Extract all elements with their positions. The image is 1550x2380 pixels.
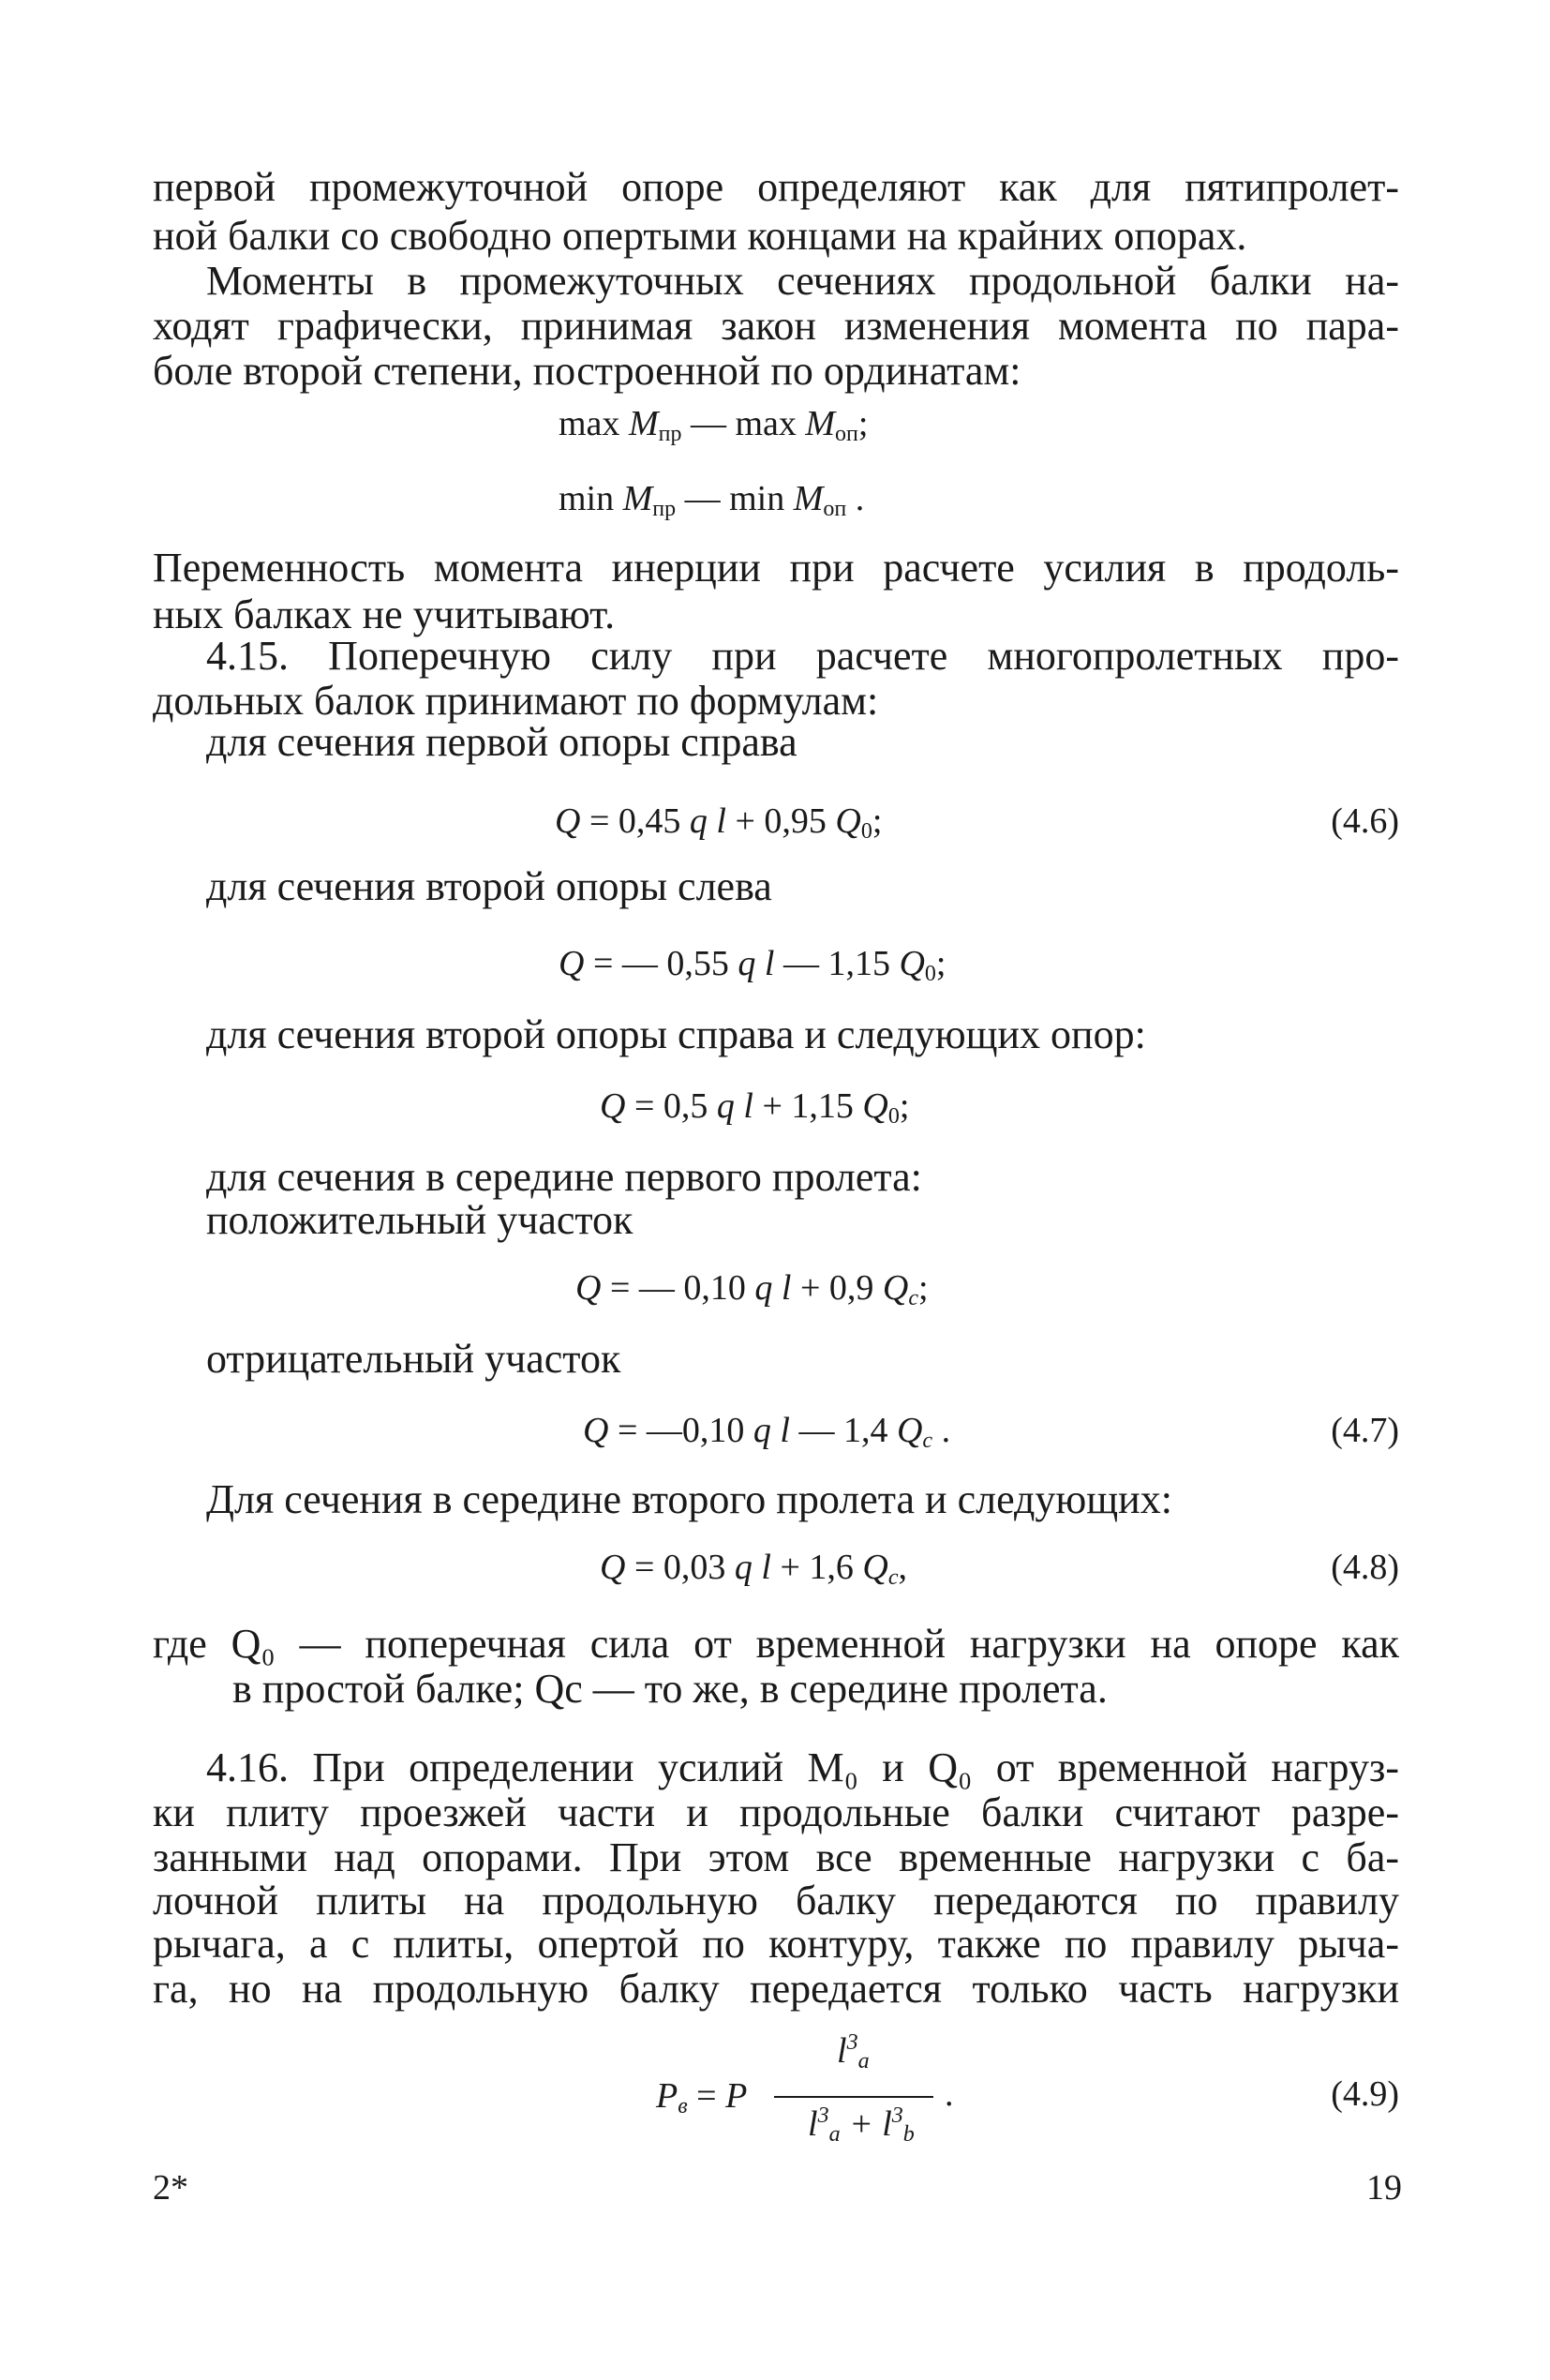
text-line: га, но на продольную балку передается только часть нагрузки — [153, 1966, 1399, 2012]
text-line: для сечения первой опоры справа — [206, 719, 797, 765]
formula-max-moment: $\max M_{пр}$ — $\max M_{оп}$; — [559, 404, 869, 446]
formula-q3: Q = 0,5 q l + 1,15 $Q_0$; — [600, 1086, 910, 1129]
text-line: отрицательный участок — [206, 1336, 621, 1382]
formula-q6: Q = 0,03 q l + 1,6 $Q_c$, — [600, 1548, 907, 1590]
formula-p-tail: . — [945, 2074, 954, 2114]
text-line: дольных балок принимают по формулам: — [153, 678, 879, 724]
signature-mark: 2* — [153, 2168, 188, 2208]
formula-q4: Q = — 0,10 q l + 0,9 $Q_c$; — [575, 1268, 929, 1310]
text-line: Моменты в промежуточных сечениях продольной балки на- — [206, 258, 1399, 304]
text-line: боле второй степени, построенной по ординатам: — [153, 348, 1021, 394]
text-line: ных балках не учитывают. — [153, 591, 616, 637]
text-line: 4.16. При определении усилий M₀ и Q₀ от временной нагруз- — [206, 1744, 1399, 1790]
equation-number: (4.6) — [1331, 801, 1399, 841]
text-line: Для сечения в середине второго пролета и следующих: — [206, 1476, 1172, 1522]
text-line: где Q₀ — поперечная сила от временной нагрузки на опоре как — [153, 1621, 1399, 1667]
equation-number: (4.9) — [1331, 2074, 1399, 2114]
equation-number: (4.7) — [1331, 1411, 1399, 1450]
formula-q5: Q = —0,10 q l — 1,4 $Q_c$ . — [583, 1411, 951, 1453]
text-line: для сечения второй опоры справа и следующих опор: — [206, 1011, 1146, 1057]
text-line: рычага, а с плиты, опертой по контуру, также по правилу рыча- — [153, 1921, 1399, 1967]
fraction-bar — [774, 2096, 933, 2098]
formula-min-moment: $\min M_{пр}$ — $\min M_{оп}$ . — [559, 479, 865, 521]
formula-p-lhs: $P_в = P$ — [656, 2076, 748, 2118]
text-line: ной балки со свободно опертыми концами на крайних опорах. — [153, 213, 1247, 259]
text-line: лочной плиты на продольную балку передаются по правилу — [153, 1878, 1399, 1923]
text-line: Переменность момента инерции при расчете усилия в продоль- — [153, 545, 1399, 591]
text-line: 4.15. Поперечную силу при расчете многопролетных про- — [206, 633, 1399, 679]
text-line: положительный участок — [206, 1197, 633, 1243]
formula-q2: Q = — 0,55 q l — 1,15 $Q_0$; — [559, 944, 946, 986]
equation-number: (4.8) — [1331, 1548, 1399, 1587]
text-line: ки плиту проезжей части и продольные балки считают разре- — [153, 1789, 1399, 1835]
formula-p-denominator: $l^3_a + l^3_b$ — [808, 2103, 915, 2147]
formula-p-numerator: $l^3_a$ — [837, 2030, 870, 2073]
page-number: 19 — [1366, 2168, 1402, 2208]
text-line: занными над опорами. При этом все временные нагрузки с ба- — [153, 1834, 1399, 1880]
text-line: ходят графически, принимая закон изменения момента по пара- — [153, 303, 1399, 349]
text-line: первой промежуточной опоре определяют как для пятипролет- — [153, 164, 1399, 210]
text-line: для сечения в середине первого пролета: — [206, 1154, 922, 1200]
text-line: для сечения второй опоры слева — [206, 863, 772, 909]
text-line: в простой балке; Qс — то же, в середине пролета. — [232, 1666, 1108, 1712]
formula-q1: Q = 0,45 q l + 0,95 $Q_0$; — [555, 801, 883, 844]
